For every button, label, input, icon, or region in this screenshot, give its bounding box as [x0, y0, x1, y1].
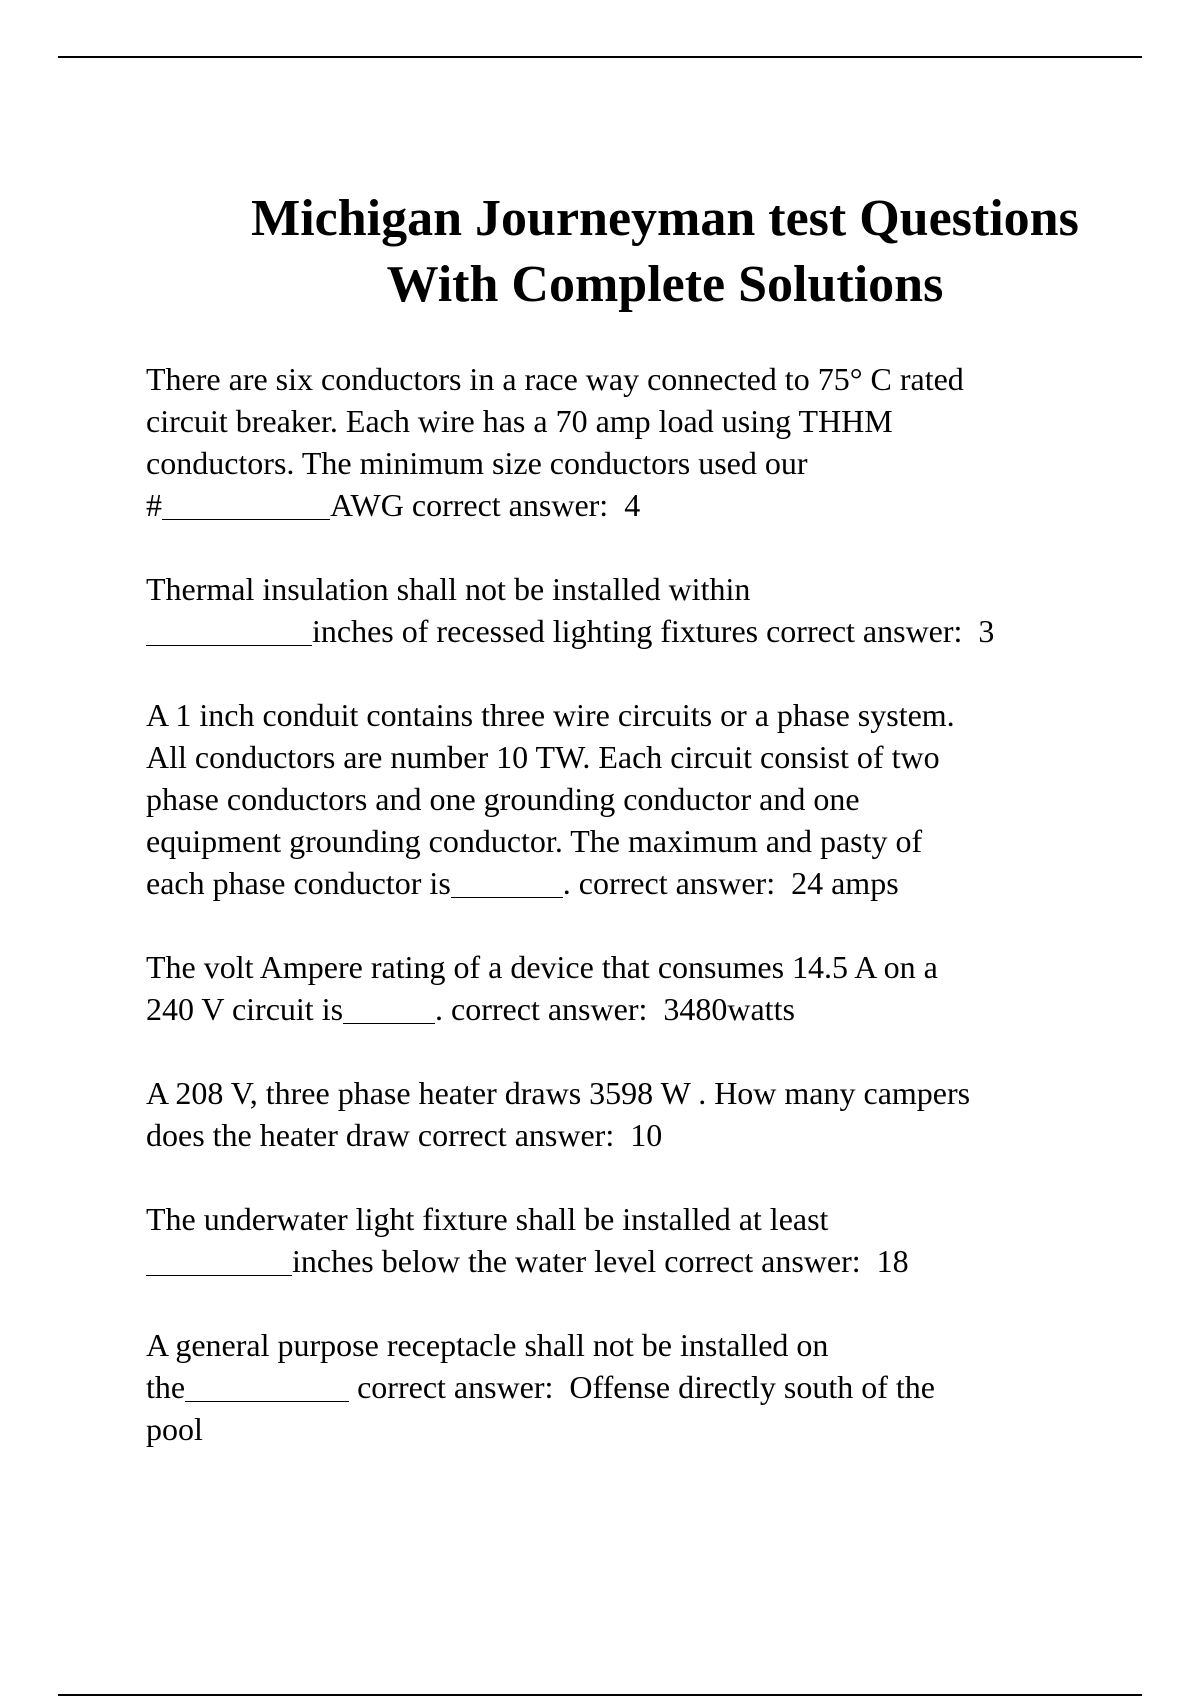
answer-blank — [146, 613, 312, 646]
answer-blank — [451, 865, 563, 898]
answer-blank — [162, 487, 330, 520]
q7-line-3: pool — [146, 1411, 203, 1447]
q7-answer: correct answer: Offense directly south of the — [349, 1369, 935, 1405]
q1-line-4 — [146, 484, 1146, 526]
q5-line-1: A 208 V, three phase heater draws 3598 W . How many campers — [146, 1075, 971, 1111]
q1-answer: AWG correct answer: 4 — [330, 487, 641, 523]
q4-line-2 — [146, 988, 1146, 1030]
question-6 — [146, 1198, 1146, 1282]
q4-answer: . correct answer: 3480watts — [435, 991, 795, 1027]
answer-blank — [343, 991, 435, 1024]
question-7 — [146, 1324, 1146, 1450]
title-line-1: Michigan Journeyman test Questions — [251, 190, 1079, 247]
question-5 — [146, 1072, 1146, 1156]
q3-line-2: All conductors are number 10 TW. Each circuit consist of two — [146, 739, 940, 775]
bottom-rule — [58, 1694, 1142, 1696]
answer-blank — [146, 1243, 292, 1276]
question-3 — [146, 694, 1146, 904]
question-2 — [146, 568, 1146, 652]
q2-line-1: Thermal insulation shall not be installed within — [146, 571, 751, 607]
q1-line-2: circuit breaker. Each wire has a 70 amp load using THHM — [146, 403, 893, 439]
answer-blank — [185, 1369, 349, 1402]
q3-prefix: each phase conductor is — [146, 865, 451, 901]
q3-line-5 — [146, 862, 1146, 904]
q1-prefix: # — [146, 487, 162, 523]
q4-line-1: The volt Ampere rating of a device that consumes 14.5 A on a — [146, 949, 938, 985]
top-rule — [58, 56, 1142, 58]
q2-answer: inches of recessed lighting fixtures correct answer: 3 — [312, 613, 995, 649]
question-1 — [146, 358, 1146, 526]
q1-line-3: conductors. The minimum size conductors used our — [146, 445, 808, 481]
q4-prefix: 240 V circuit is — [146, 991, 344, 1027]
q7-line-2 — [146, 1366, 1146, 1408]
question-list — [146, 358, 1146, 1492]
q6-line-1: The underwater light fixture shall be installed at least — [146, 1201, 829, 1237]
page-title — [100, 186, 1200, 318]
q7-prefix: the — [146, 1369, 186, 1405]
q3-line-4: equipment grounding conductor. The maximum and pasty of — [146, 823, 923, 859]
q6-line-2 — [146, 1240, 1146, 1282]
title-line-2: With Complete Solutions — [386, 256, 944, 313]
q3-answer: . correct answer: 24 amps — [562, 865, 899, 901]
q6-answer: inches below the water level correct answer: 18 — [292, 1243, 909, 1279]
q3-line-1: A 1 inch conduit contains three wire circuits or a phase system. — [146, 697, 955, 733]
q3-line-3: phase conductors and one grounding conductor and one — [146, 781, 860, 817]
q2-line-2 — [146, 610, 1146, 652]
q7-line-1: A general purpose receptacle shall not be installed on — [146, 1327, 829, 1363]
q1-line-1: There are six conductors in a race way connected to 75° C rated — [146, 361, 964, 397]
question-4 — [146, 946, 1146, 1030]
q5-line-2: does the heater draw correct answer: 10 — [146, 1117, 663, 1153]
